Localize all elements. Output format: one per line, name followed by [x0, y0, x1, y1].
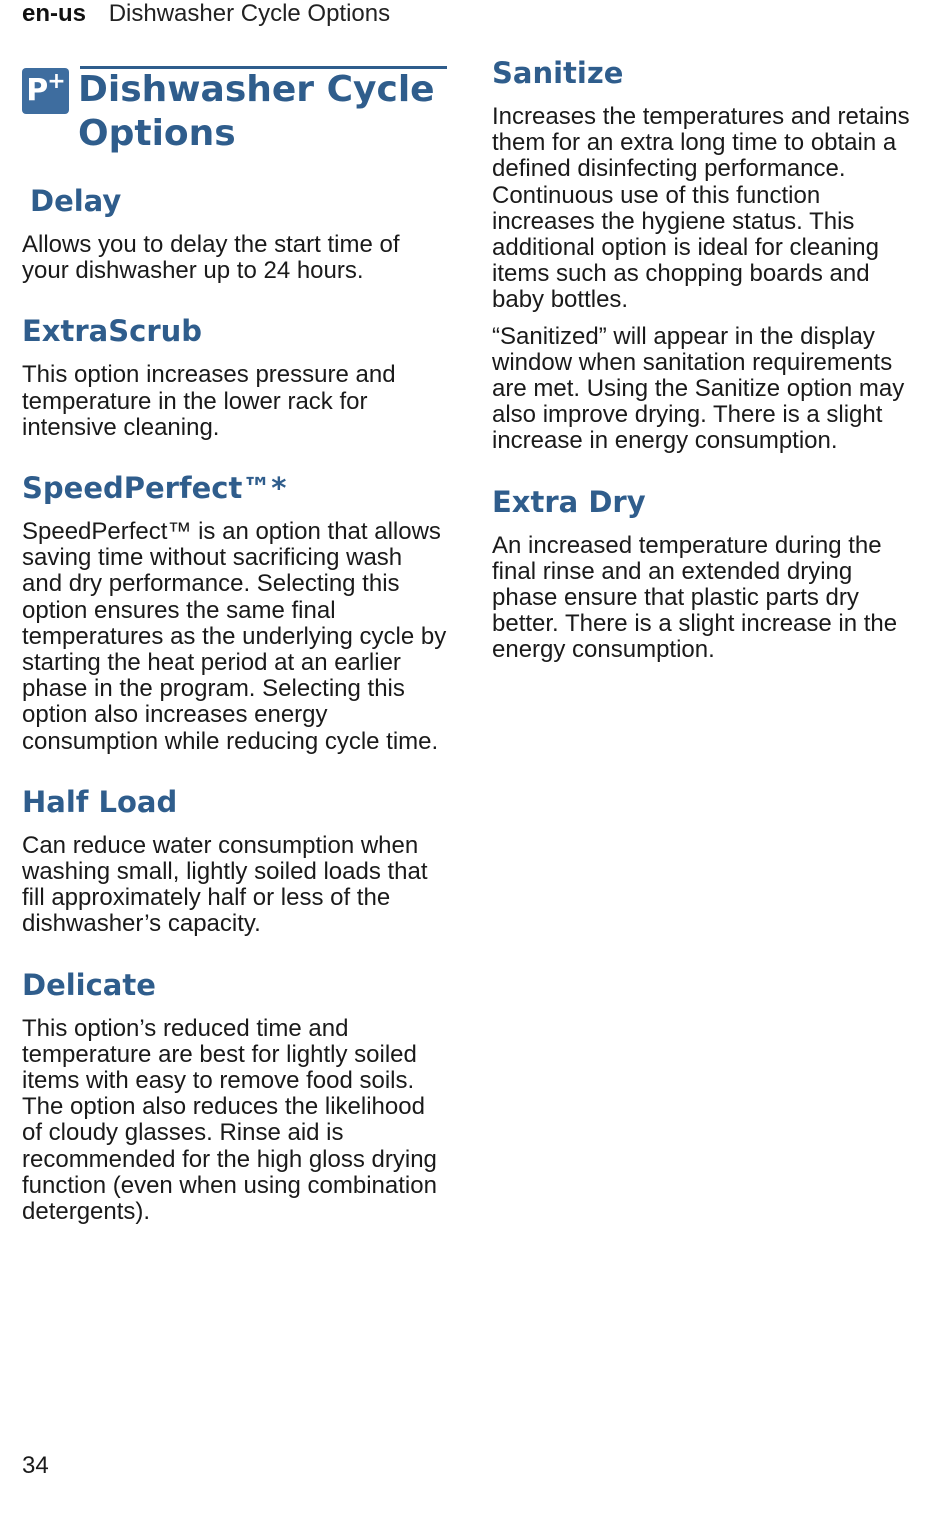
- section-extra-dry: [492, 485, 917, 664]
- header-title: Dishwasher Cycle Options: [108, 0, 391, 27]
- section-text: SpeedPerfect™ is an option that allows saving time without sacrificing wash and dry performance. Selecting this option ensures the same final temperatures as the underlying cycle by starting the heat period at an earlier phase in the program. Selecting this option also increases energy consumption while reducing cycle time.: [22, 518, 447, 755]
- section-delicate: [22, 968, 447, 1226]
- section-text: Allows you to delay the start time of your dishwasher up to 24 hours.: [22, 231, 400, 285]
- title-block: [22, 62, 447, 184]
- section-heading: ExtraScrub: [22, 314, 203, 349]
- section-text: Increases the temperatures and retains them for an extra long time to obtain a defined disinfecting performance. Continuous use of this function increases the hygiene status. This additional option is ideal for cleaning items such as chopping boards and baby bottles.: [492, 103, 910, 314]
- section-text: “Sanitized” will appear in the display window when sanitation requirements are met. Using the Sanitize option may also improve drying. There is a slight increase in energy consumption.: [492, 322, 905, 455]
- locale-label: en-us: [22, 0, 87, 27]
- left-column: [22, 62, 447, 1225]
- section-heading: Half Load: [22, 784, 178, 819]
- section-half-load: [22, 785, 447, 938]
- right-column: [492, 56, 917, 664]
- section-heading: Delicate: [22, 967, 156, 1002]
- section-heading: Delay: [30, 184, 122, 218]
- section-extrascrub: [22, 314, 447, 441]
- page-title: Dishwasher Cycle Options: [78, 69, 435, 154]
- section-heading: Extra Dry: [492, 484, 646, 519]
- section-delay: [22, 184, 447, 284]
- section-text: This option’s reduced time and temperature are best for lightly soiled items with easy to remove food soils. The option also reduces the likelihood of cloudy glasses. Rinse aid is recommended for the high gloss drying function (even when using combination detergents).: [22, 1014, 437, 1226]
- section-sanitize: [492, 56, 917, 455]
- section-heading: Sanitize: [492, 56, 624, 90]
- section-heading: SpeedPerfect™*: [22, 471, 287, 506]
- section-text: Can reduce water consumption when washing small, lightly soiled loads that fill approximately half or less of the dishwasher’s capacity.: [22, 831, 428, 938]
- section-speedperfect: [22, 471, 447, 755]
- section-text: An increased temperature during the final rinse and an extended drying phase ensure that plastic parts dry better. There is a slight increase in the energy consumption.: [492, 531, 898, 664]
- p-plus-icon: P+: [22, 68, 69, 114]
- page-number: 34: [22, 1452, 49, 1479]
- section-text: This option increases pressure and temperature in the lower rack for intensive cleaning.: [22, 361, 396, 441]
- page-header: [22, 0, 390, 30]
